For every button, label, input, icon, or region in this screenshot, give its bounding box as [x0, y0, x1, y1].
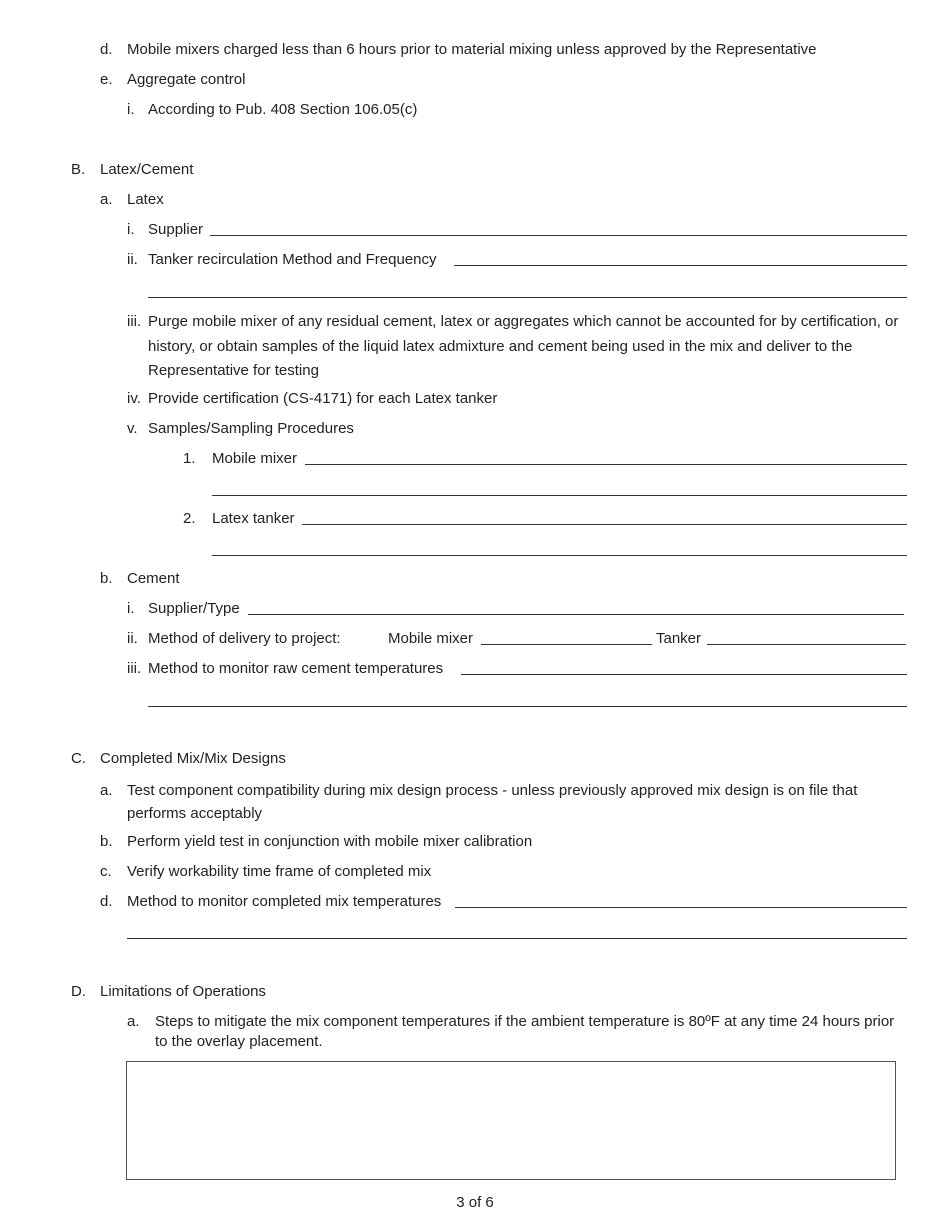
- item-e-i-text: According to Pub. 408 Section 106.05(c): [148, 101, 418, 118]
- sample-latex-tanker-field[interactable]: [302, 524, 907, 525]
- workability-marker: c.: [100, 863, 112, 880]
- delivery-method-label: Method of delivery to project:: [148, 630, 341, 647]
- sample-latex-tanker-field-line2[interactable]: [212, 555, 907, 556]
- workability-text: Verify workability time frame of completed mix: [127, 863, 432, 880]
- latex-supplier-label: Supplier: [148, 221, 204, 238]
- mix-temp-field-line2[interactable]: [127, 938, 907, 939]
- item-e-text: Aggregate control: [127, 71, 246, 88]
- latex-title: Latex: [127, 191, 164, 208]
- sample-item-marker: 1.: [183, 450, 196, 467]
- section-d-title: Limitations of Operations: [100, 983, 266, 1000]
- cement-supplier-label: Supplier/Type: [148, 600, 240, 617]
- delivery-method-marker: ii.: [127, 630, 138, 647]
- section-d-marker: D.: [71, 983, 86, 1000]
- page-number: 3 of 6: [456, 1194, 494, 1211]
- raw-cement-temp-field-line2[interactable]: [148, 706, 907, 707]
- mix-temp-field[interactable]: [455, 907, 907, 908]
- latex-supplier-field[interactable]: [210, 235, 907, 236]
- yield-test-marker: b.: [100, 833, 113, 850]
- delivery-tanker-field[interactable]: [707, 644, 906, 645]
- certification-text: Provide certification (CS-4171) for each Latex tanker: [148, 390, 498, 407]
- latex-supplier-marker: i.: [127, 221, 135, 238]
- certification-marker: iv.: [127, 390, 141, 407]
- tanker-recirculation-field[interactable]: [454, 265, 907, 266]
- sample-latex-tanker-label: Latex tanker: [212, 510, 295, 527]
- section-b-title: Latex/Cement: [100, 161, 194, 178]
- latex-marker: a.: [100, 191, 113, 208]
- tanker-recirculation-marker: ii.: [127, 251, 138, 268]
- mitigate-text: Steps to mitigate the mix component temperatures if the ambient temperature is 80ºF at any time 24 hours prior to the overlay placement.: [155, 1013, 895, 1050]
- cement-title: Cement: [127, 570, 180, 587]
- item-e-i-marker: i.: [127, 101, 135, 118]
- delivery-tanker-label: Tanker: [656, 630, 702, 647]
- purge-text: Purge mobile mixer of any residual cement, latex or aggregates which cannot be accounted for by certification, or history, or obtain samples of the liquid latex admixture and cement being used in the mix and deliver to the Representative for testing: [148, 313, 899, 379]
- purge-marker: iii.: [127, 313, 142, 330]
- section-c-title: Completed Mix/Mix Designs: [100, 750, 286, 767]
- raw-cement-temp-label: Method to monitor raw cement temperatures: [148, 660, 444, 677]
- tanker-recirculation-field-line2[interactable]: [148, 297, 907, 298]
- tanker-recirculation-label: Tanker recirculation Method and Frequency: [148, 251, 437, 268]
- delivery-mobile-mixer-field[interactable]: [481, 644, 652, 645]
- mix-temp-label: Method to monitor completed mix temperatures: [127, 893, 442, 910]
- sample-mobile-mixer-field-line2[interactable]: [212, 495, 907, 496]
- item-d-text: Mobile mixers charged less than 6 hours prior to material mixing unless approved by the Representative: [127, 41, 817, 58]
- sample-mobile-mixer-label: Mobile mixer: [212, 450, 298, 467]
- section-c-marker: C.: [71, 750, 86, 767]
- section-b-marker: B.: [71, 161, 86, 178]
- item-e-marker: e.: [100, 71, 113, 88]
- mix-temp-marker: d.: [100, 893, 113, 910]
- raw-cement-temp-marker: iii.: [127, 660, 142, 677]
- samples-title: Samples/Sampling Procedures: [148, 420, 354, 437]
- compatibility-text: Test component compatibility during mix design process - unless previously approved mix design is on file that performs acceptably: [127, 782, 858, 822]
- delivery-mobile-mixer-label: Mobile mixer: [388, 630, 474, 647]
- cement-marker: b.: [100, 570, 113, 587]
- cement-supplier-field[interactable]: [248, 614, 904, 615]
- sample-item-marker: 2.: [183, 510, 196, 527]
- cement-supplier-marker: i.: [127, 600, 135, 617]
- samples-marker: v.: [127, 420, 138, 437]
- mitigation-response-box[interactable]: [126, 1061, 896, 1180]
- sample-mobile-mixer-field[interactable]: [305, 464, 907, 465]
- item-d-marker: d.: [100, 41, 113, 58]
- yield-test-text: Perform yield test in conjunction with mobile mixer calibration: [127, 833, 533, 850]
- compatibility-marker: a.: [100, 782, 113, 799]
- raw-cement-temp-field[interactable]: [461, 674, 907, 675]
- mitigate-marker: a.: [127, 1013, 140, 1030]
